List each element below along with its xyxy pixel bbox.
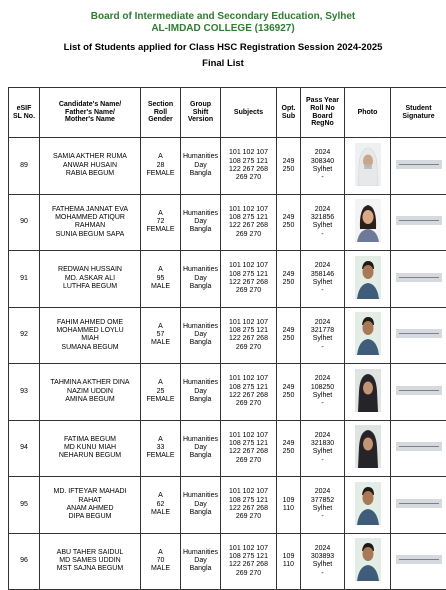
opt-line: 110 — [283, 561, 294, 568]
signature-image — [396, 329, 442, 338]
group-line: Bangla — [190, 339, 212, 346]
signature-image — [396, 273, 442, 282]
cell-sl — [9, 477, 40, 534]
section-line: FEMALE — [146, 170, 174, 177]
section-line: 28 — [157, 162, 165, 169]
section-line: A — [158, 549, 163, 556]
name-line: MST SAJNA BEGUM — [57, 565, 123, 572]
section-line: FEMALE — [146, 226, 174, 233]
subject-line: 269 270 — [236, 457, 261, 464]
cell-subjects — [221, 194, 277, 251]
sl-number: 96 — [20, 557, 28, 564]
cell-subjects — [221, 307, 277, 364]
cell-signature — [391, 307, 446, 364]
cell-group — [181, 420, 221, 477]
col-group: Group Shift Version — [181, 88, 221, 138]
cell-pass — [301, 138, 345, 195]
cell-subjects — [221, 251, 277, 308]
pass-line: - — [321, 457, 323, 464]
subject-line: 101 102 107 — [229, 432, 268, 439]
name-line: NAZIM UDDIN — [67, 388, 113, 395]
cell-subjects — [221, 533, 277, 590]
table-row — [9, 307, 446, 364]
cell-signature — [391, 138, 446, 195]
opt-line: 250 — [283, 222, 295, 229]
subject-line: 108 275 121 — [229, 384, 268, 391]
subject-line: 108 275 121 — [229, 271, 268, 278]
cell-names — [40, 420, 141, 477]
subject-line: 122 267 268 — [229, 448, 268, 455]
col-names: Candidate's Name/ Father's Name/ Mother's Name — [40, 88, 141, 138]
subject-line: 108 275 121 — [229, 158, 268, 165]
list-type: Final List — [0, 59, 446, 70]
cell-sl — [9, 364, 40, 421]
section-line: FEMALE — [146, 452, 174, 459]
subject-line: 108 275 121 — [229, 497, 268, 504]
subject-line: 122 267 268 — [229, 561, 268, 568]
pass-line: Sylhet — [313, 279, 332, 286]
col-sl: eSIF SL No. — [9, 88, 40, 138]
cell-sl — [9, 420, 40, 477]
opt-line: 249 — [283, 158, 295, 165]
opt-line: 249 — [283, 214, 295, 221]
pass-line: 2024 — [315, 375, 331, 382]
pass-line: 321778 — [311, 327, 334, 334]
subject-line: 101 102 107 — [229, 319, 268, 326]
name-line: REDWAN HUSSAIN — [58, 266, 122, 273]
name-line: LUTHFA BEGUM — [63, 283, 117, 290]
section-line: A — [158, 323, 163, 330]
group-line: Humanities — [183, 492, 218, 499]
signature-image — [396, 442, 442, 451]
subject-line: 101 102 107 — [229, 488, 268, 495]
group-line: Bangla — [190, 396, 212, 403]
group-line: Humanities — [183, 266, 218, 273]
subject-line: 108 275 121 — [229, 214, 268, 221]
group-line: Bangla — [190, 283, 212, 290]
cell-pass — [301, 533, 345, 590]
col-photo: Photo — [345, 88, 391, 138]
cell-photo — [345, 364, 391, 421]
group-line: Humanities — [183, 436, 218, 443]
pass-line: 321830 — [311, 440, 334, 447]
group-line: Day — [194, 501, 206, 508]
signature-image — [396, 499, 442, 508]
name-line: ANWAR HUSAIN — [63, 162, 117, 169]
cell-photo — [345, 307, 391, 364]
subject-line: 269 270 — [236, 570, 261, 577]
cell-subjects — [221, 364, 277, 421]
pass-line: Sylhet — [313, 166, 332, 173]
student-photo — [355, 199, 381, 242]
cell-signature — [391, 364, 446, 421]
cell-group — [181, 194, 221, 251]
subject-line: 101 102 107 — [229, 206, 268, 213]
subject-line: 269 270 — [236, 174, 261, 181]
cell-section — [141, 138, 181, 195]
opt-line: 109 — [283, 553, 295, 560]
cell-signature — [391, 533, 446, 590]
section-line: 70 — [157, 557, 165, 564]
student-photo — [355, 425, 381, 468]
subject-line: 101 102 107 — [229, 262, 268, 269]
opt-line: 249 — [283, 327, 295, 334]
pass-line: 2024 — [315, 488, 331, 495]
subject-line: 101 102 107 — [229, 545, 268, 552]
cell-group — [181, 138, 221, 195]
name-line: MD KUNU MIAH — [64, 444, 116, 451]
signature-image — [396, 216, 442, 225]
cell-opt — [277, 364, 301, 421]
pass-line: 377852 — [311, 497, 334, 504]
col-subjects: Subjects — [221, 88, 277, 138]
cell-section — [141, 364, 181, 421]
name-line: MD. ASKAR ALI — [65, 275, 115, 282]
cell-signature — [391, 251, 446, 308]
name-line: RABIA BEGUM — [66, 170, 114, 177]
group-line: Humanities — [183, 549, 218, 556]
pass-line: 2024 — [315, 432, 331, 439]
pass-line: 308340 — [311, 158, 334, 165]
cell-group — [181, 251, 221, 308]
group-line: Humanities — [183, 323, 218, 330]
signature-image — [396, 160, 442, 169]
pass-line: 303893 — [311, 553, 334, 560]
cell-photo — [345, 251, 391, 308]
student-photo — [355, 538, 381, 581]
group-line: Day — [194, 275, 206, 282]
student-table — [8, 87, 446, 590]
pass-line: - — [321, 344, 323, 351]
section-line: 25 — [157, 388, 165, 395]
group-line: Day — [194, 162, 206, 169]
cell-opt — [277, 251, 301, 308]
cell-pass — [301, 477, 345, 534]
cell-opt — [277, 138, 301, 195]
pass-line: 2024 — [315, 319, 331, 326]
cell-opt — [277, 420, 301, 477]
college-name: AL-IMDAD COLLEGE (136927) — [0, 23, 446, 35]
section-line: A — [158, 266, 163, 273]
student-rows — [9, 138, 446, 590]
group-line: Bangla — [190, 226, 212, 233]
cell-opt — [277, 477, 301, 534]
subject-line: 101 102 107 — [229, 149, 268, 156]
cell-section — [141, 307, 181, 364]
cell-signature — [391, 194, 446, 251]
pass-line: Sylhet — [313, 505, 332, 512]
cell-pass — [301, 251, 345, 308]
name-line: RAHAT — [78, 497, 101, 504]
cell-names — [40, 194, 141, 251]
opt-line: 249 — [283, 384, 295, 391]
name-line: DIPA BEGUM — [68, 513, 111, 520]
cell-section — [141, 533, 181, 590]
cell-photo — [345, 194, 391, 251]
subject-line: 269 270 — [236, 231, 261, 238]
section-line: MALE — [151, 339, 170, 346]
name-line: MOHAMMED LOYLU — [56, 327, 123, 334]
cell-photo — [345, 138, 391, 195]
subject-line: 122 267 268 — [229, 279, 268, 286]
board-name: Board of Intermediate and Secondary Education, Sylhet — [0, 11, 446, 23]
pass-line: Sylhet — [313, 448, 332, 455]
cell-group — [181, 533, 221, 590]
cell-names — [40, 364, 141, 421]
opt-line: 250 — [283, 279, 295, 286]
cell-pass — [301, 307, 345, 364]
sl-number: 91 — [20, 275, 28, 282]
col-section: Section Roll Gender — [141, 88, 181, 138]
sl-number: 94 — [20, 444, 28, 451]
subject-line: 122 267 268 — [229, 222, 268, 229]
group-line: Humanities — [183, 379, 218, 386]
table-row — [9, 251, 446, 308]
cell-subjects — [221, 477, 277, 534]
name-line: AMINA BEGUM — [65, 396, 114, 403]
pass-line: 321856 — [311, 214, 334, 221]
opt-line: 249 — [283, 271, 295, 278]
section-line: A — [158, 153, 163, 160]
group-line: Day — [194, 444, 206, 451]
section-line: 62 — [157, 501, 165, 508]
name-line: MD. IFTEYAR MAHADI — [54, 488, 127, 495]
section-line: A — [158, 436, 163, 443]
name-line: TAHMINA AKTHER DINA — [50, 379, 129, 386]
student-photo — [355, 143, 381, 186]
cell-group — [181, 307, 221, 364]
cell-sl — [9, 533, 40, 590]
group-line: Day — [194, 388, 206, 395]
cell-opt — [277, 194, 301, 251]
cell-sl — [9, 194, 40, 251]
subject-line: 122 267 268 — [229, 335, 268, 342]
sl-number: 95 — [20, 501, 28, 508]
table-row — [9, 477, 446, 534]
list-title: List of Students applied for Class HSC Registration Session 2024-2025 — [0, 43, 446, 54]
student-photo — [355, 482, 381, 525]
section-line: A — [158, 210, 163, 217]
group-line: Day — [194, 218, 206, 225]
table-row — [9, 364, 446, 421]
cell-sl — [9, 251, 40, 308]
name-line: MD SAMES UDDIN — [59, 557, 120, 564]
pass-line: 2024 — [315, 149, 331, 156]
cell-section — [141, 194, 181, 251]
name-line: FATHEMA JANNAT EVA — [52, 206, 128, 213]
subject-line: 269 270 — [236, 400, 261, 407]
name-line: NEHARUN BEGUM — [59, 452, 121, 459]
cell-section — [141, 251, 181, 308]
pass-line: - — [321, 174, 323, 181]
subject-line: 122 267 268 — [229, 392, 268, 399]
subject-line: 108 275 121 — [229, 440, 268, 447]
cell-subjects — [221, 420, 277, 477]
group-line: Day — [194, 331, 206, 338]
subject-line: 108 275 121 — [229, 327, 268, 334]
group-line: Bangla — [190, 509, 212, 516]
section-line: 95 — [157, 275, 165, 282]
cell-photo — [345, 420, 391, 477]
pass-line: - — [321, 570, 323, 577]
name-line: ANAM AHMED — [66, 505, 113, 512]
sl-number: 93 — [20, 388, 28, 395]
student-photo — [355, 369, 381, 412]
signature-image — [396, 386, 442, 395]
cell-names — [40, 477, 141, 534]
pass-line: 2024 — [315, 262, 331, 269]
pass-line: 2024 — [315, 206, 331, 213]
table-header-row — [9, 88, 446, 138]
name-line: SAMIA AKTHER RUMA — [53, 153, 127, 160]
col-pass: Pass Year Roll No Board RegNo — [301, 88, 345, 138]
opt-line: 109 — [283, 497, 295, 504]
name-line: SUNIA BEGUM SAPA — [56, 231, 125, 238]
pass-line: - — [321, 231, 323, 238]
cell-pass — [301, 420, 345, 477]
pass-line: Sylhet — [313, 335, 332, 342]
name-line: FAHIM AHMED OME — [57, 319, 123, 326]
cell-photo — [345, 477, 391, 534]
pass-line: - — [321, 400, 323, 407]
subject-line: 122 267 268 — [229, 505, 268, 512]
sl-number: 90 — [20, 218, 28, 225]
student-photo — [355, 312, 381, 355]
group-line: Day — [194, 557, 206, 564]
sl-number: 92 — [20, 331, 28, 338]
cell-sl — [9, 138, 40, 195]
cell-section — [141, 420, 181, 477]
cell-subjects — [221, 138, 277, 195]
pass-line: 2024 — [315, 545, 331, 552]
group-line: Humanities — [183, 153, 218, 160]
cell-sl — [9, 307, 40, 364]
cell-section — [141, 477, 181, 534]
table-row — [9, 138, 446, 195]
opt-line: 250 — [283, 448, 295, 455]
cell-names — [40, 251, 141, 308]
opt-line: 250 — [283, 392, 295, 399]
cell-opt — [277, 307, 301, 364]
pass-line: 358146 — [311, 271, 334, 278]
table-row — [9, 533, 446, 590]
name-line: RAHMAN — [75, 222, 105, 229]
cell-opt — [277, 533, 301, 590]
cell-names — [40, 307, 141, 364]
group-line: Humanities — [183, 210, 218, 217]
section-line: A — [158, 492, 163, 499]
pass-line: - — [321, 513, 323, 520]
name-line: FATIMA BEGUM — [64, 436, 116, 443]
sl-number: 89 — [20, 162, 28, 169]
subject-line: 101 102 107 — [229, 375, 268, 382]
opt-line: 250 — [283, 166, 295, 173]
pass-line: 108250 — [311, 384, 334, 391]
section-line: FEMALE — [146, 396, 174, 403]
table-row — [9, 194, 446, 251]
opt-line: 250 — [283, 335, 295, 342]
pass-line: Sylhet — [313, 561, 332, 568]
subject-line: 269 270 — [236, 344, 261, 351]
name-line: ABU TAHER SAIDUL — [57, 549, 124, 556]
section-line: MALE — [151, 565, 170, 572]
section-line: 72 — [157, 218, 165, 225]
cell-signature — [391, 420, 446, 477]
section-line: 33 — [157, 444, 165, 451]
cell-signature — [391, 477, 446, 534]
registration-list-page — [0, 11, 446, 584]
document-header — [0, 11, 446, 70]
opt-line: 110 — [283, 505, 294, 512]
group-line: Bangla — [190, 452, 212, 459]
subject-line: 269 270 — [236, 287, 261, 294]
subject-line: 269 270 — [236, 513, 261, 520]
subject-line: 122 267 268 — [229, 166, 268, 173]
group-line: Bangla — [190, 170, 212, 177]
cell-pass — [301, 364, 345, 421]
pass-line: Sylhet — [313, 222, 332, 229]
col-opt: Opt. Sub — [277, 88, 301, 138]
opt-line: 249 — [283, 440, 295, 447]
section-line: MALE — [151, 509, 170, 516]
name-line: MOHAMMED ATIQUR — [55, 214, 125, 221]
pass-line: Sylhet — [313, 392, 332, 399]
cell-group — [181, 364, 221, 421]
cell-names — [40, 533, 141, 590]
cell-pass — [301, 194, 345, 251]
signature-image — [396, 555, 442, 564]
col-signature: Student Signature — [391, 88, 446, 138]
table-row — [9, 420, 446, 477]
section-line: A — [158, 379, 163, 386]
subject-line: 108 275 121 — [229, 553, 268, 560]
student-photo — [355, 256, 381, 299]
cell-group — [181, 477, 221, 534]
section-line: 57 — [157, 331, 165, 338]
pass-line: - — [321, 287, 323, 294]
group-line: Bangla — [190, 565, 212, 572]
cell-names — [40, 138, 141, 195]
name-line: MIAH — [81, 335, 99, 342]
name-line: SUMANA BEGUM — [61, 344, 118, 351]
cell-photo — [345, 533, 391, 590]
section-line: MALE — [151, 283, 170, 290]
